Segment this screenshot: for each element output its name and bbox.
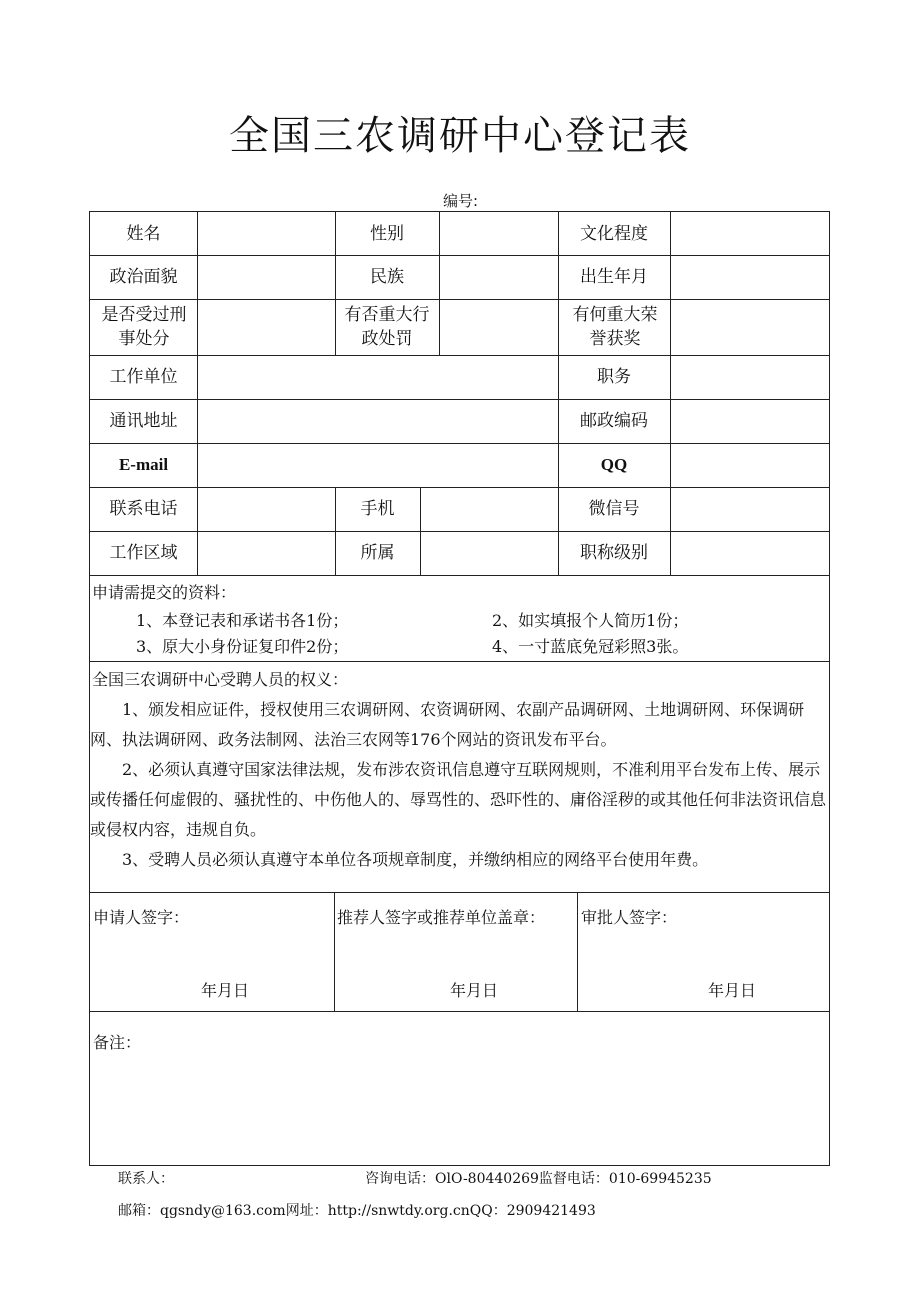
applicant-date: 年月日 — [201, 981, 250, 1000]
materials-item-1: 1、本登记表和承诺书各1份； — [136, 611, 349, 630]
gender-label: 性别 — [370, 223, 404, 244]
honors-input[interactable] — [671, 299, 829, 355]
position-input[interactable] — [671, 355, 829, 399]
serial-number-label: 编号: — [443, 192, 479, 210]
name-label: 姓名 — [126, 223, 161, 244]
notes-label: 备注： — [93, 1033, 142, 1052]
mobile-input[interactable] — [421, 487, 558, 531]
position-label: 职务 — [597, 367, 631, 387]
title-level-label: 职称级别 — [580, 543, 648, 563]
criminal-record-label: 是否受过刑事处分 — [101, 305, 187, 349]
applicant-signature-label: 申请人签字： — [93, 908, 190, 927]
phone-input[interactable] — [198, 487, 335, 531]
rights-paragraph-1: 1、颁发相应证件，授权使用三农调研网、农资调研网、农副产品调研网、土地调研网、环保调研网、执法调研网、政务法制网、法治三农网等176个网站的资讯发布平台。 — [90, 700, 805, 749]
political-status-label: 政治面貌 — [109, 267, 178, 287]
address-label: 通讯地址 — [109, 411, 178, 431]
gender-input[interactable] — [440, 212, 558, 255]
postcode-label: 邮政编码 — [580, 411, 648, 431]
birth-date-label: 出生年月 — [580, 267, 648, 287]
rights-heading: 全国三农调研中心受聘人员的权义： — [92, 670, 349, 689]
title-level-input[interactable] — [671, 531, 829, 575]
footer-email-website: 邮箱：qgsndy@163.com网址：http://snwtdy.org.cnQQ：2909421493 — [118, 1203, 596, 1219]
ethnicity-label: 民族 — [370, 267, 404, 287]
work-region-input[interactable] — [198, 531, 335, 575]
ethnicity-input[interactable] — [440, 255, 558, 299]
education-input[interactable] — [671, 212, 829, 255]
notes-area[interactable] — [90, 1012, 829, 1165]
recommender-signature-label: 推荐人签字或推荐单位盖章： — [337, 908, 546, 927]
approver-signature-area[interactable] — [578, 893, 829, 1011]
materials-item-2: 2、如实填报个人简历1份； — [492, 611, 689, 630]
work-region-label: 工作区域 — [109, 543, 178, 563]
employer-label: 工作单位 — [109, 367, 178, 387]
email-input[interactable] — [198, 443, 558, 487]
honors-label: 有何重大荣誉获奖 — [572, 305, 658, 349]
registration-form — [89, 211, 830, 1166]
qq-input[interactable] — [671, 443, 829, 487]
materials-item-3: 3、原大小身份证复印件2份； — [136, 637, 349, 656]
footer-hotline: 咨询电话：OlO-80440269监督电话：010-69945235 — [365, 1171, 712, 1187]
rights-paragraph-2: 2、必须认真遵守国家法律法规，发布涉农资讯信息遵守互联网规则，不准利用平台发布上传、展示或传播任何虚假的、骚扰性的、中伤他人的、辱骂性的、恐吓性的、庸俗淫秽的或其他任何非法资讯信息或侵权内容，违规自负。 — [90, 760, 827, 839]
phone-label: 联系电话 — [109, 499, 178, 519]
recommender-date: 年月日 — [450, 981, 499, 1000]
address-input[interactable] — [198, 399, 558, 443]
wechat-label: 微信号 — [588, 499, 640, 519]
affiliation-input[interactable] — [421, 531, 558, 575]
affiliation-label: 所属 — [360, 543, 395, 563]
email-label: E-mail — [118, 455, 169, 474]
political-status-input[interactable] — [198, 255, 335, 299]
admin-penalty-label: 有否重大行政处罚 — [344, 305, 430, 349]
mobile-label: 手机 — [360, 499, 395, 519]
qq-label: QQ — [600, 455, 628, 474]
birth-date-input[interactable] — [671, 255, 829, 299]
approver-date: 年月日 — [708, 981, 757, 1000]
employer-input[interactable] — [198, 355, 558, 399]
education-label: 文化程度 — [580, 223, 648, 244]
rights-paragraph-3: 3、受聘人员必须认真遵守本单位各项规章制度，并缴纳相应的网络平台使用年费。 — [122, 850, 709, 869]
materials-heading: 申请需提交的资料： — [92, 583, 237, 602]
rights-and-obligations — [90, 665, 829, 875]
criminal-record-input[interactable] — [198, 299, 335, 355]
name-input[interactable] — [198, 212, 335, 255]
approver-signature-label: 审批人签字： — [581, 908, 678, 927]
admin-penalty-input[interactable] — [440, 299, 558, 355]
form-title: 全国三农调研中心登记表 — [229, 113, 691, 159]
required-materials — [90, 578, 829, 660]
postcode-input[interactable] — [671, 399, 829, 443]
footer-contact: 联系人： — [118, 1171, 174, 1187]
wechat-input[interactable] — [671, 487, 829, 531]
materials-item-4: 4、一寸蓝底免冠彩照3张。 — [492, 637, 689, 656]
